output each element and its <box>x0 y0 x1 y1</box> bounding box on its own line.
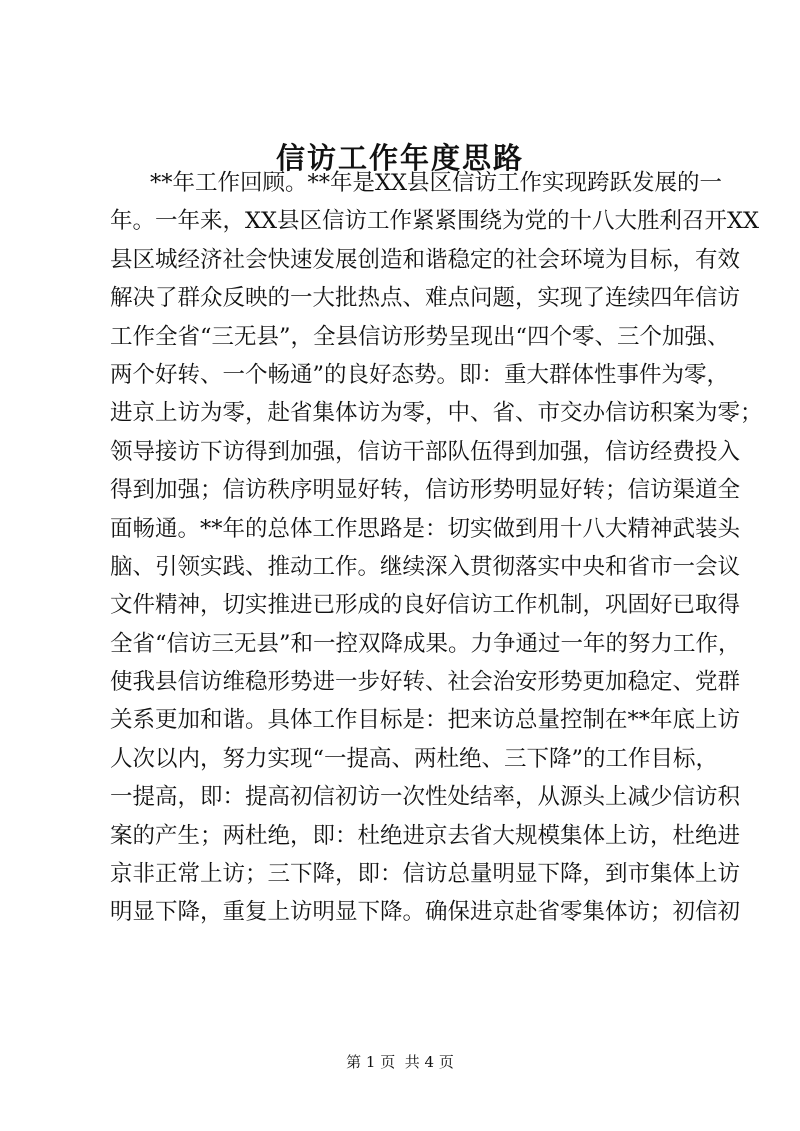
paragraph-line: 案的产生；两杜绝，即：杜绝进京去省大规模集体上访，杜绝进 <box>110 822 741 849</box>
paragraph-line: 面畅通。**年的总体工作思路是：切实做到用十八大精神武装头 <box>110 515 741 542</box>
paragraph-line: 一提高，即：提高初信初访一次性处结率，从源头上减少信访积 <box>110 784 741 811</box>
paragraph-line: 年。一年来，XX县区信访工作紧紧围绕为党的十八大胜利召开XX <box>110 208 760 235</box>
paragraph-line: 人次以内，努力实现“一提高、两杜绝、三下降”的工作目标， <box>110 745 719 772</box>
paragraph-line: 领导接访下访得到加强，信访干部队伍得到加强，信访经费投入 <box>110 438 741 465</box>
paragraph-line: 京非正常上访；三下降，即：信访总量明显下降，到市集体上访 <box>110 861 741 888</box>
paragraph-line: 解决了群众反映的一大批热点、难点问题，实现了连续四年信访 <box>110 285 741 312</box>
paragraph-line: 两个好转、一个畅通”的良好态势。即：重大群体性事件为零， <box>110 361 730 388</box>
page-footer: 第 1 页 共 4 页 <box>346 1053 454 1071</box>
paragraph-line: 全省“信访三无县”和一控双降成果。力争通过一年的努力工作， <box>110 630 741 657</box>
paragraph-line: 脑、引领实践、推动工作。继续深入贯彻落实中央和省市一会议 <box>110 553 741 580</box>
paragraph-line: 文件精神，切实推进已形成的良好信访工作机制，巩固好已取得 <box>110 592 741 619</box>
paragraph-line: **年工作回顾。**年是XX县区信访工作实现跨跃发展的一 <box>150 170 723 196</box>
paragraph-line: 工作全省“三无县”，全县信访形势呈现出“四个零、三个加强、 <box>110 323 730 350</box>
paragraph-line: 关系更加和谐。具体工作目标是：把来访总量控制在**年底上访 <box>110 707 741 734</box>
paragraph-line: 明显下降，重复上访明显下降。确保进京赴省零集体访；初信初 <box>110 899 741 926</box>
paragraph-line: 得到加强；信访秩序明显好转，信访形势明显好转；信访渠道全 <box>110 477 741 504</box>
document-body <box>110 164 763 932</box>
page-title: 信访工作年度思路 <box>275 141 524 175</box>
paragraph-line: 使我县信访维稳形势进一步好转、社会治安形势更加稳定、党群 <box>110 669 741 696</box>
paragraph-line: 县区城经济社会快速发展创造和谐稳定的社会环境为目标，有效 <box>110 246 741 273</box>
paragraph-line: 进京上访为零，赴省集体访为零，中、省、市交办信访积案为零； <box>110 400 763 427</box>
